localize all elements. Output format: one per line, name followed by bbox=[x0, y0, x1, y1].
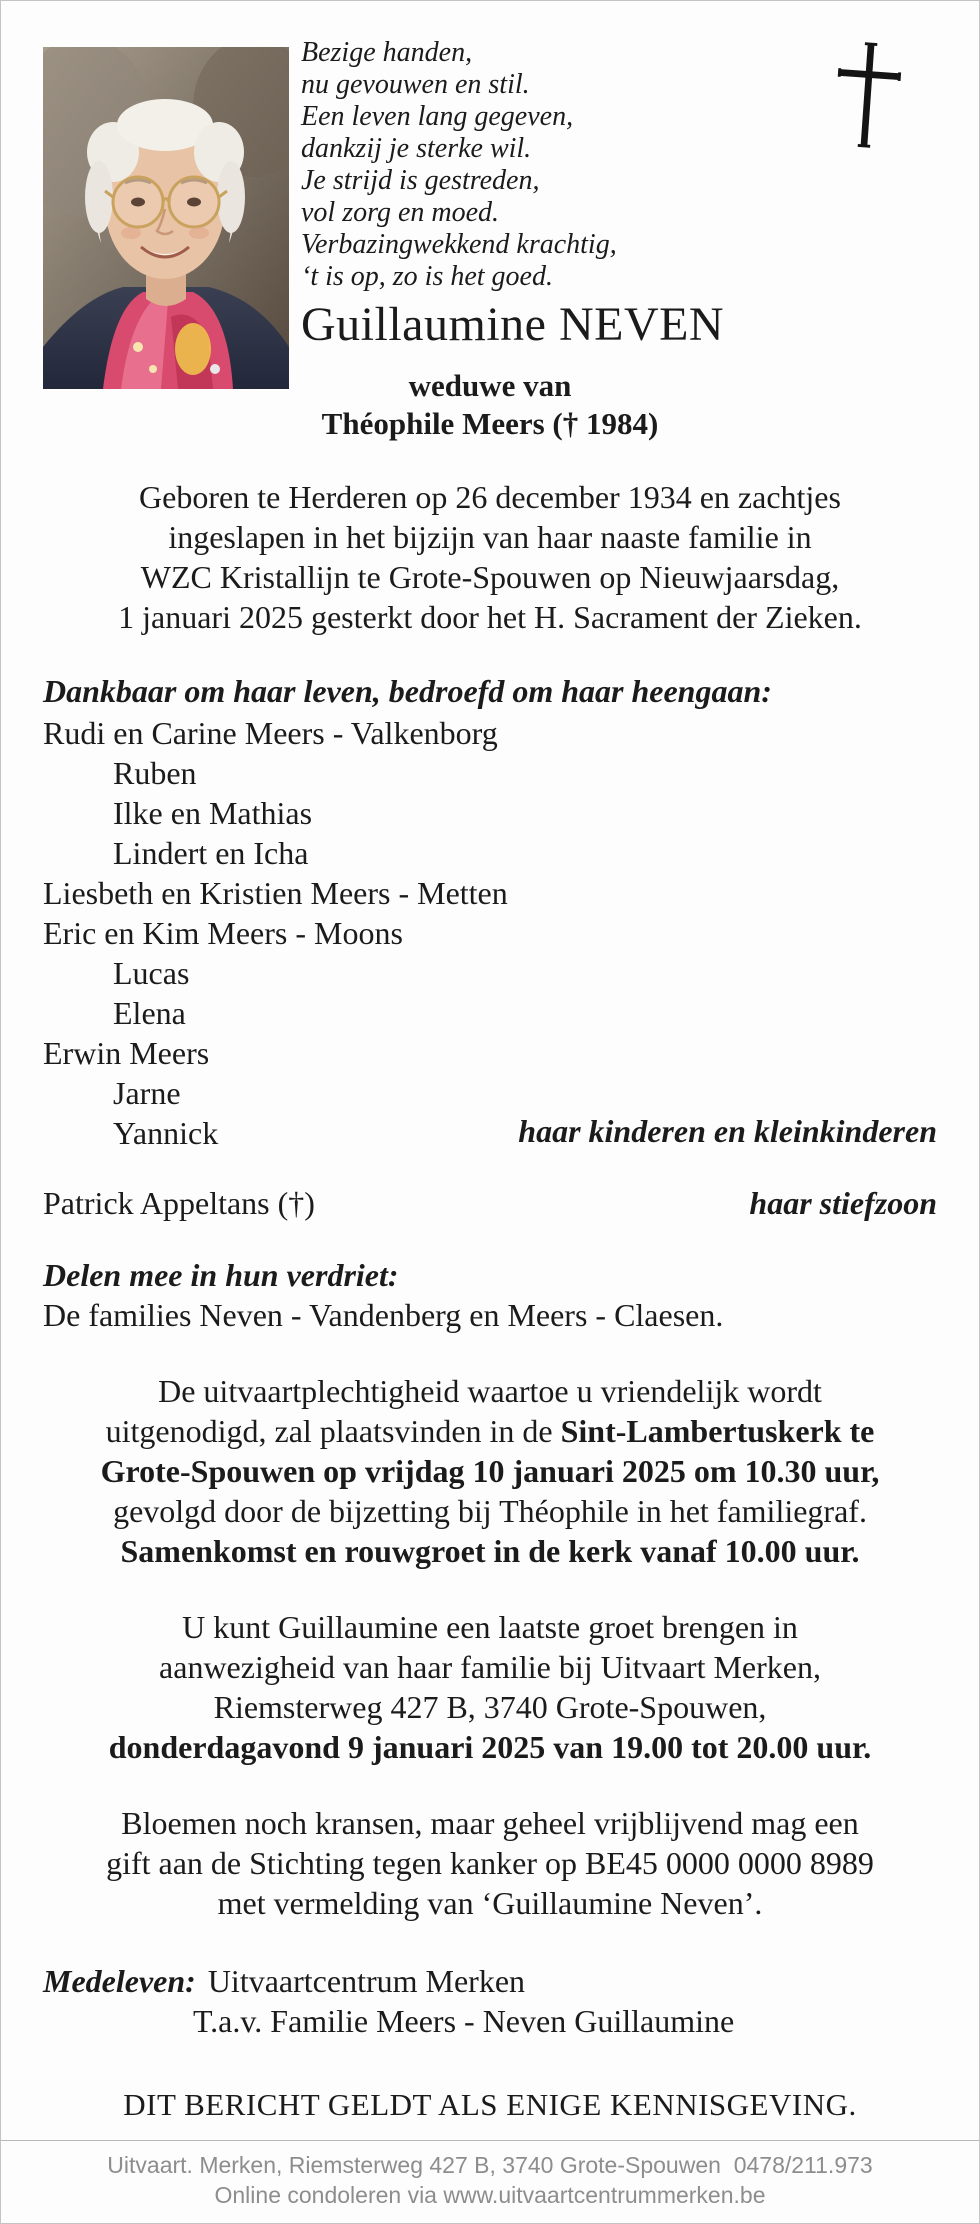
text-line: Een leven lang gegeven, bbox=[301, 101, 574, 132]
text-line: De uitvaartplechtigheid waartoe u vriendelijk wordt bbox=[158, 1373, 822, 1409]
sympathy-address-1: Uitvaartcentrum Merken bbox=[207, 1963, 526, 1999]
family-member: Lindert en Icha bbox=[113, 835, 309, 871]
stepson-row bbox=[43, 1183, 937, 1223]
announcement-paragraph bbox=[43, 477, 937, 637]
widow-of-block bbox=[43, 367, 937, 443]
family-member: Erwin Meers bbox=[43, 1035, 210, 1071]
text-line: Riemsterweg 427 B, 3740 Grote-Spouwen, bbox=[213, 1689, 767, 1725]
text-line: U kunt Guillaumine een laatste groet brengen in bbox=[182, 1609, 798, 1645]
family-member: Elena bbox=[113, 995, 186, 1031]
undertaker-footer bbox=[1, 2140, 979, 2223]
children-label: haar kinderen en kleinkinderen bbox=[518, 1113, 937, 1149]
text-line: nu gevouwen en stil. bbox=[301, 69, 530, 100]
family-member: Eric en Kim Meers - Moons bbox=[43, 915, 403, 951]
text-line: ‘t is op, zo is het goed. bbox=[301, 261, 553, 292]
sympathy-block bbox=[43, 1961, 937, 2041]
visitation-paragraph bbox=[43, 1607, 937, 1767]
service-paragraph bbox=[43, 1371, 937, 1571]
text-line: gevolgd door de bijzetting bij Théophile in het familiegraf. bbox=[113, 1493, 867, 1529]
only-notification-notice: DIT BERICHT GELDT ALS ENIGE KENNISGEVING. bbox=[123, 2087, 857, 2122]
undertaker-address: Uitvaart. Merken, Riemsterweg 427 B, 3740 Grote-Spouwen 0478/211.973 bbox=[107, 2152, 873, 2178]
family-list bbox=[43, 713, 937, 1153]
grief-families: De families Neven - Vandenberg en Meers - Claesen. bbox=[43, 1297, 724, 1333]
text-line: uitgenodigd, zal plaatsvinden in de Sint-Lambertuskerk te bbox=[105, 1413, 875, 1449]
sympathy-label: Medeleven: bbox=[43, 1963, 196, 1999]
memorial-cross-icon bbox=[827, 37, 909, 153]
family-member: Liesbeth en Kristien Meers - Metten bbox=[43, 875, 508, 911]
text-line: Bloemen noch kransen, maar geheel vrijblijvend mag een bbox=[121, 1805, 859, 1841]
family-member: Lucas bbox=[113, 955, 190, 991]
family-member: Yannick bbox=[113, 1115, 219, 1151]
memorial-poem bbox=[301, 37, 617, 293]
text-line: ingeslapen in het bijzijn van haar naaste familie in bbox=[168, 519, 812, 555]
stepson-name: Patrick Appeltans (†) bbox=[43, 1185, 315, 1221]
deceased-name: Guillaumine NEVEN bbox=[301, 298, 725, 351]
family-member: Ilke en Mathias bbox=[113, 795, 313, 831]
text-line: WZC Kristallijn te Grote-Spouwen op Nieuwjaarsdag, bbox=[140, 559, 840, 595]
family-heading: Dankbaar om haar leven, bedroefd om haar heengaan: bbox=[43, 673, 772, 709]
text-line: gift aan de Stichting tegen kanker op BE45 0000 0000 8989 bbox=[106, 1845, 874, 1881]
text-line: Samenkomst en rouwgroet in de kerk vanaf 10.00 uur. bbox=[120, 1533, 860, 1569]
condolence-website: Online condoleren via www.uitvaartcentrummerken.be bbox=[214, 2182, 766, 2208]
text-line: Verbazingwekkend krachtig, bbox=[301, 229, 617, 260]
text-line: aanwezigheid van haar familie bij Uitvaart Merken, bbox=[159, 1649, 821, 1685]
sympathy-line bbox=[43, 1961, 937, 2001]
family-member: Ruben bbox=[113, 755, 197, 791]
portrait-photo bbox=[43, 47, 289, 389]
text-line: Geboren te Herderen op 26 december 1934 en zachtjes bbox=[139, 479, 841, 515]
spouse-name: Théophile Meers († 1984) bbox=[321, 406, 659, 441]
stepson-label: haar stiefzoon bbox=[749, 1185, 937, 1221]
widow-of-line: weduwe van bbox=[408, 368, 572, 403]
header-section bbox=[43, 1, 937, 473]
text-line: vol zorg en moed. bbox=[301, 197, 500, 228]
text-line: Grote-Spouwen op vrijdag 10 januari 2025 om 10.30 uur, bbox=[100, 1453, 880, 1489]
family-member: Jarne bbox=[113, 1075, 181, 1111]
grief-heading: Delen mee in hun verdriet: bbox=[43, 1257, 399, 1293]
flowers-paragraph bbox=[43, 1803, 937, 1923]
text-line: 1 januari 2025 gesterkt door het H. Sacrament der Zieken. bbox=[118, 599, 862, 635]
text-line: donderdagavond 9 januari 2025 van 19.00 tot 20.00 uur. bbox=[108, 1729, 872, 1765]
text-line: dankzij je sterke wil. bbox=[301, 133, 532, 164]
text-line: met vermelding van ‘Guillaumine Neven’. bbox=[217, 1885, 763, 1921]
text-line: Bezige handen, bbox=[301, 37, 473, 68]
sympathy-address-2: T.a.v. Familie Meers - Neven Guillaumine bbox=[193, 2003, 735, 2039]
family-member: Rudi en Carine Meers - Valkenborg bbox=[43, 715, 498, 751]
text-line: Je strijd is gestreden, bbox=[301, 165, 540, 196]
